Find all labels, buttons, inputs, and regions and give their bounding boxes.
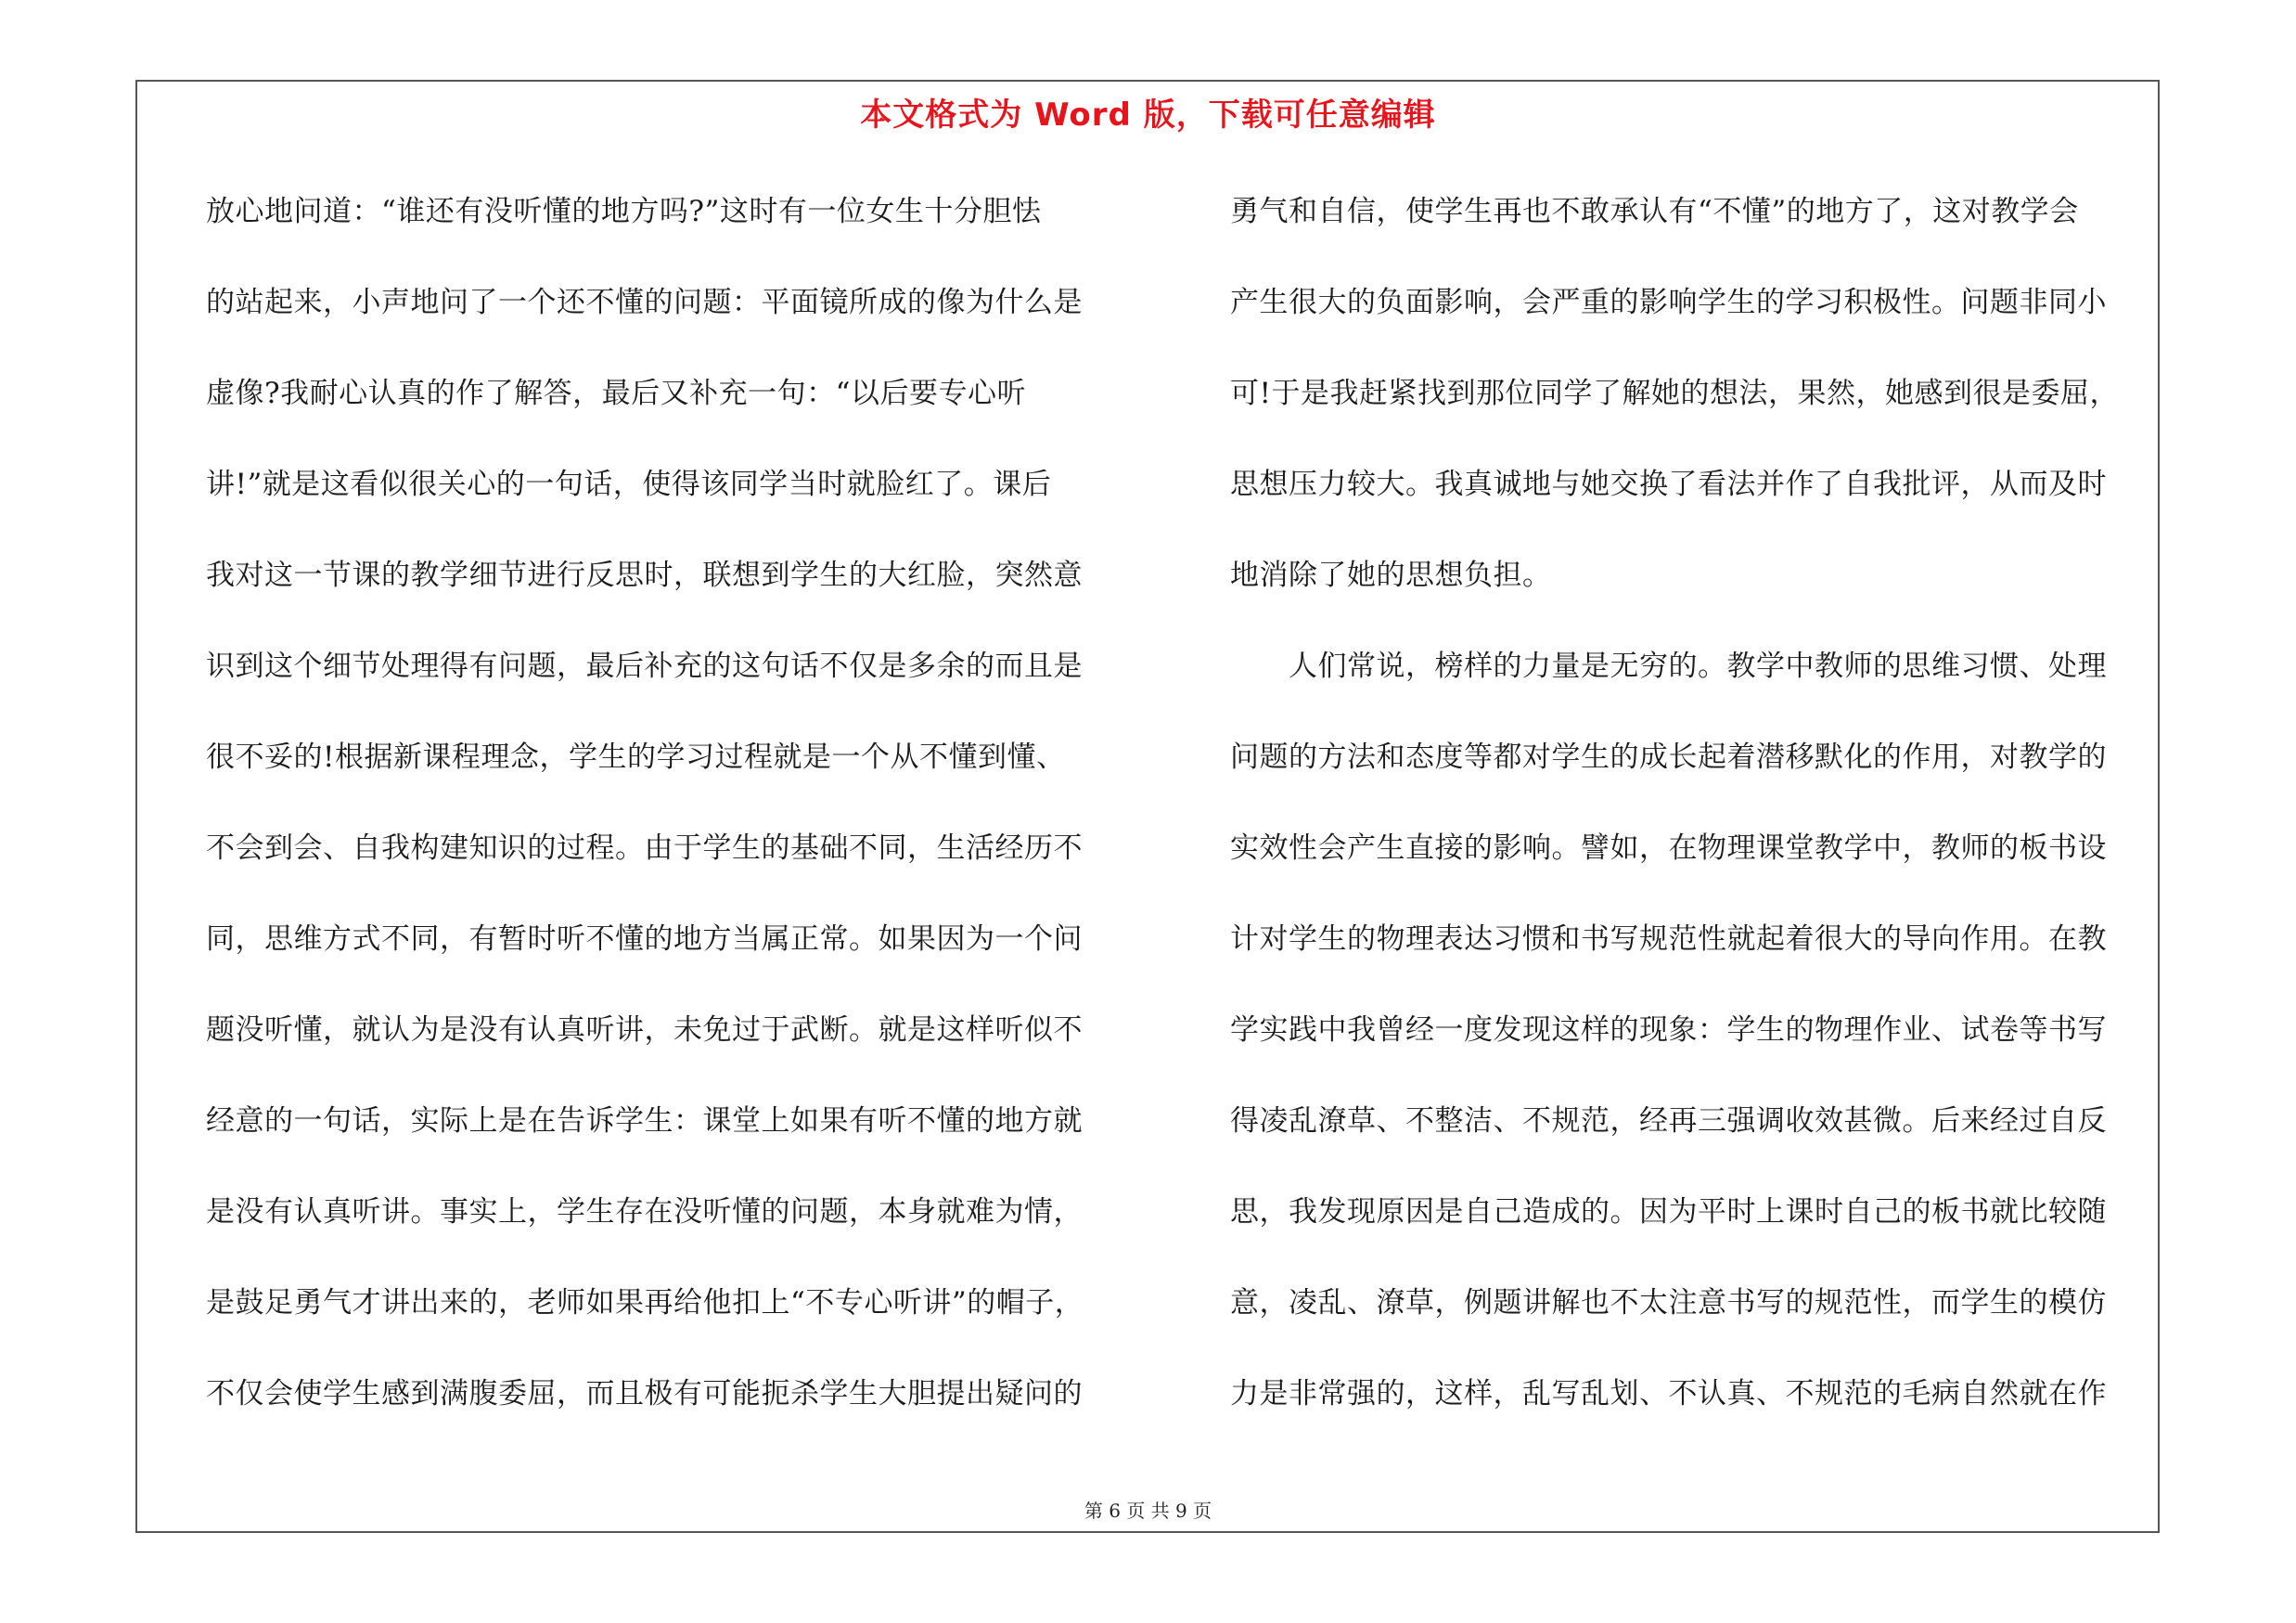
text-line: 可!于是我赶紧找到那位同学了解她的想法，果然，她感到很是委屈， [1230, 377, 2119, 410]
text-line: 实效性会产生直接的影响。譬如，在物理课堂教学中，教师的板书设 [1230, 831, 2107, 865]
text-line: 地消除了她的思想负担。 [1230, 559, 1552, 592]
text-line: 我对这一节课的教学细节进行反思时，联想到学生的大红脸，突然意 [206, 559, 1083, 592]
text-line: 勇气和自信，使学生再也不敢承认有“不懂”的地方了，这对教学会 [1230, 195, 2079, 228]
text-line: 学实践中我曾经一度发现这样的现象：学生的物理作业、试卷等书写 [1230, 1013, 2107, 1047]
text-line: 同，思维方式不同，有暂时听不懂的地方当属正常。如果因为一个问 [206, 922, 1083, 956]
page-number-footer: 第 6 页 共 9 页 [1084, 1500, 1212, 1522]
text-line: 很不妥的!根据新课程理念，学生的学习过程就是一个从不懂到懂、 [206, 741, 1066, 774]
format-banner: 本文格式为 Word 版，下载可任意编辑 [860, 97, 1436, 134]
text-line: 问题的方法和态度等都对学生的成长起着潜移默化的作用，对教学的 [1230, 741, 2107, 774]
text-line: 是鼓足勇气才讲出来的，老师如果再给他扣上“不专心听讲”的帽子， [206, 1286, 1084, 1320]
text-line: 计对学生的物理表达习惯和书写规范性就起着很大的导向作用。在教 [1230, 922, 2107, 956]
text-line: 思，我发现原因是自己造成的。因为平时上课时自己的板书就比较随 [1230, 1195, 2107, 1229]
text-line: 得凌乱潦草、不整洁、不规范，经再三强调收效甚微。后来经过自反 [1230, 1104, 2107, 1138]
text-line: 力是非常强的，这样，乱写乱划、不认真、不规范的毛病自然就在作 [1230, 1377, 2107, 1410]
right-text-column [1230, 183, 2161, 1456]
text-line: 放心地问道：“谁还有没听懂的地方吗?”这时有一位女生十分胆怯 [206, 195, 1042, 228]
text-line: 产生很大的负面影响，会严重的影响学生的学习积极性。问题非同小 [1230, 286, 2107, 319]
text-line: 意，凌乱、潦草，例题讲解也不太注意书写的规范性，而学生的模仿 [1230, 1286, 2107, 1320]
text-line: 讲!”就是这看似很关心的一句话，使得该同学当时就脸红了。课后 [206, 468, 1052, 501]
text-line: 虚像?我耐心认真的作了解答，最后又补充一句：“以后要专心听 [206, 377, 1026, 410]
text-line: 的站起来，小声地问了一个还不懂的问题：平面镜所成的像为什么是 [206, 286, 1083, 319]
text-line: 是没有认真听讲。事实上，学生存在没听懂的问题，本身就难为情， [206, 1195, 1083, 1229]
text-line: 经意的一句话，实际上是在告诉学生：课堂上如果有听不懂的地方就 [206, 1104, 1083, 1138]
text-line: 思想压力较大。我真诚地与她交换了看法并作了自我批评，从而及时 [1230, 468, 2107, 501]
text-line: 人们常说，榜样的力量是无穷的。教学中教师的思维习惯、处理 [1230, 650, 2107, 683]
text-line: 不会到会、自我构建知识的过程。由于学生的基础不同，生活经历不 [206, 831, 1083, 865]
text-line: 识到这个细节处理得有问题，最后补充的这句话不仅是多余的而且是 [206, 650, 1083, 683]
text-line: 不仅会使学生感到满腹委屈，而且极有可能扼杀学生大胆提出疑问的 [206, 1377, 1083, 1410]
text-line: 题没听懂，就认为是没有认真听讲，未免过于武断。就是这样听似不 [206, 1013, 1083, 1047]
left-text-column [206, 183, 1152, 1456]
